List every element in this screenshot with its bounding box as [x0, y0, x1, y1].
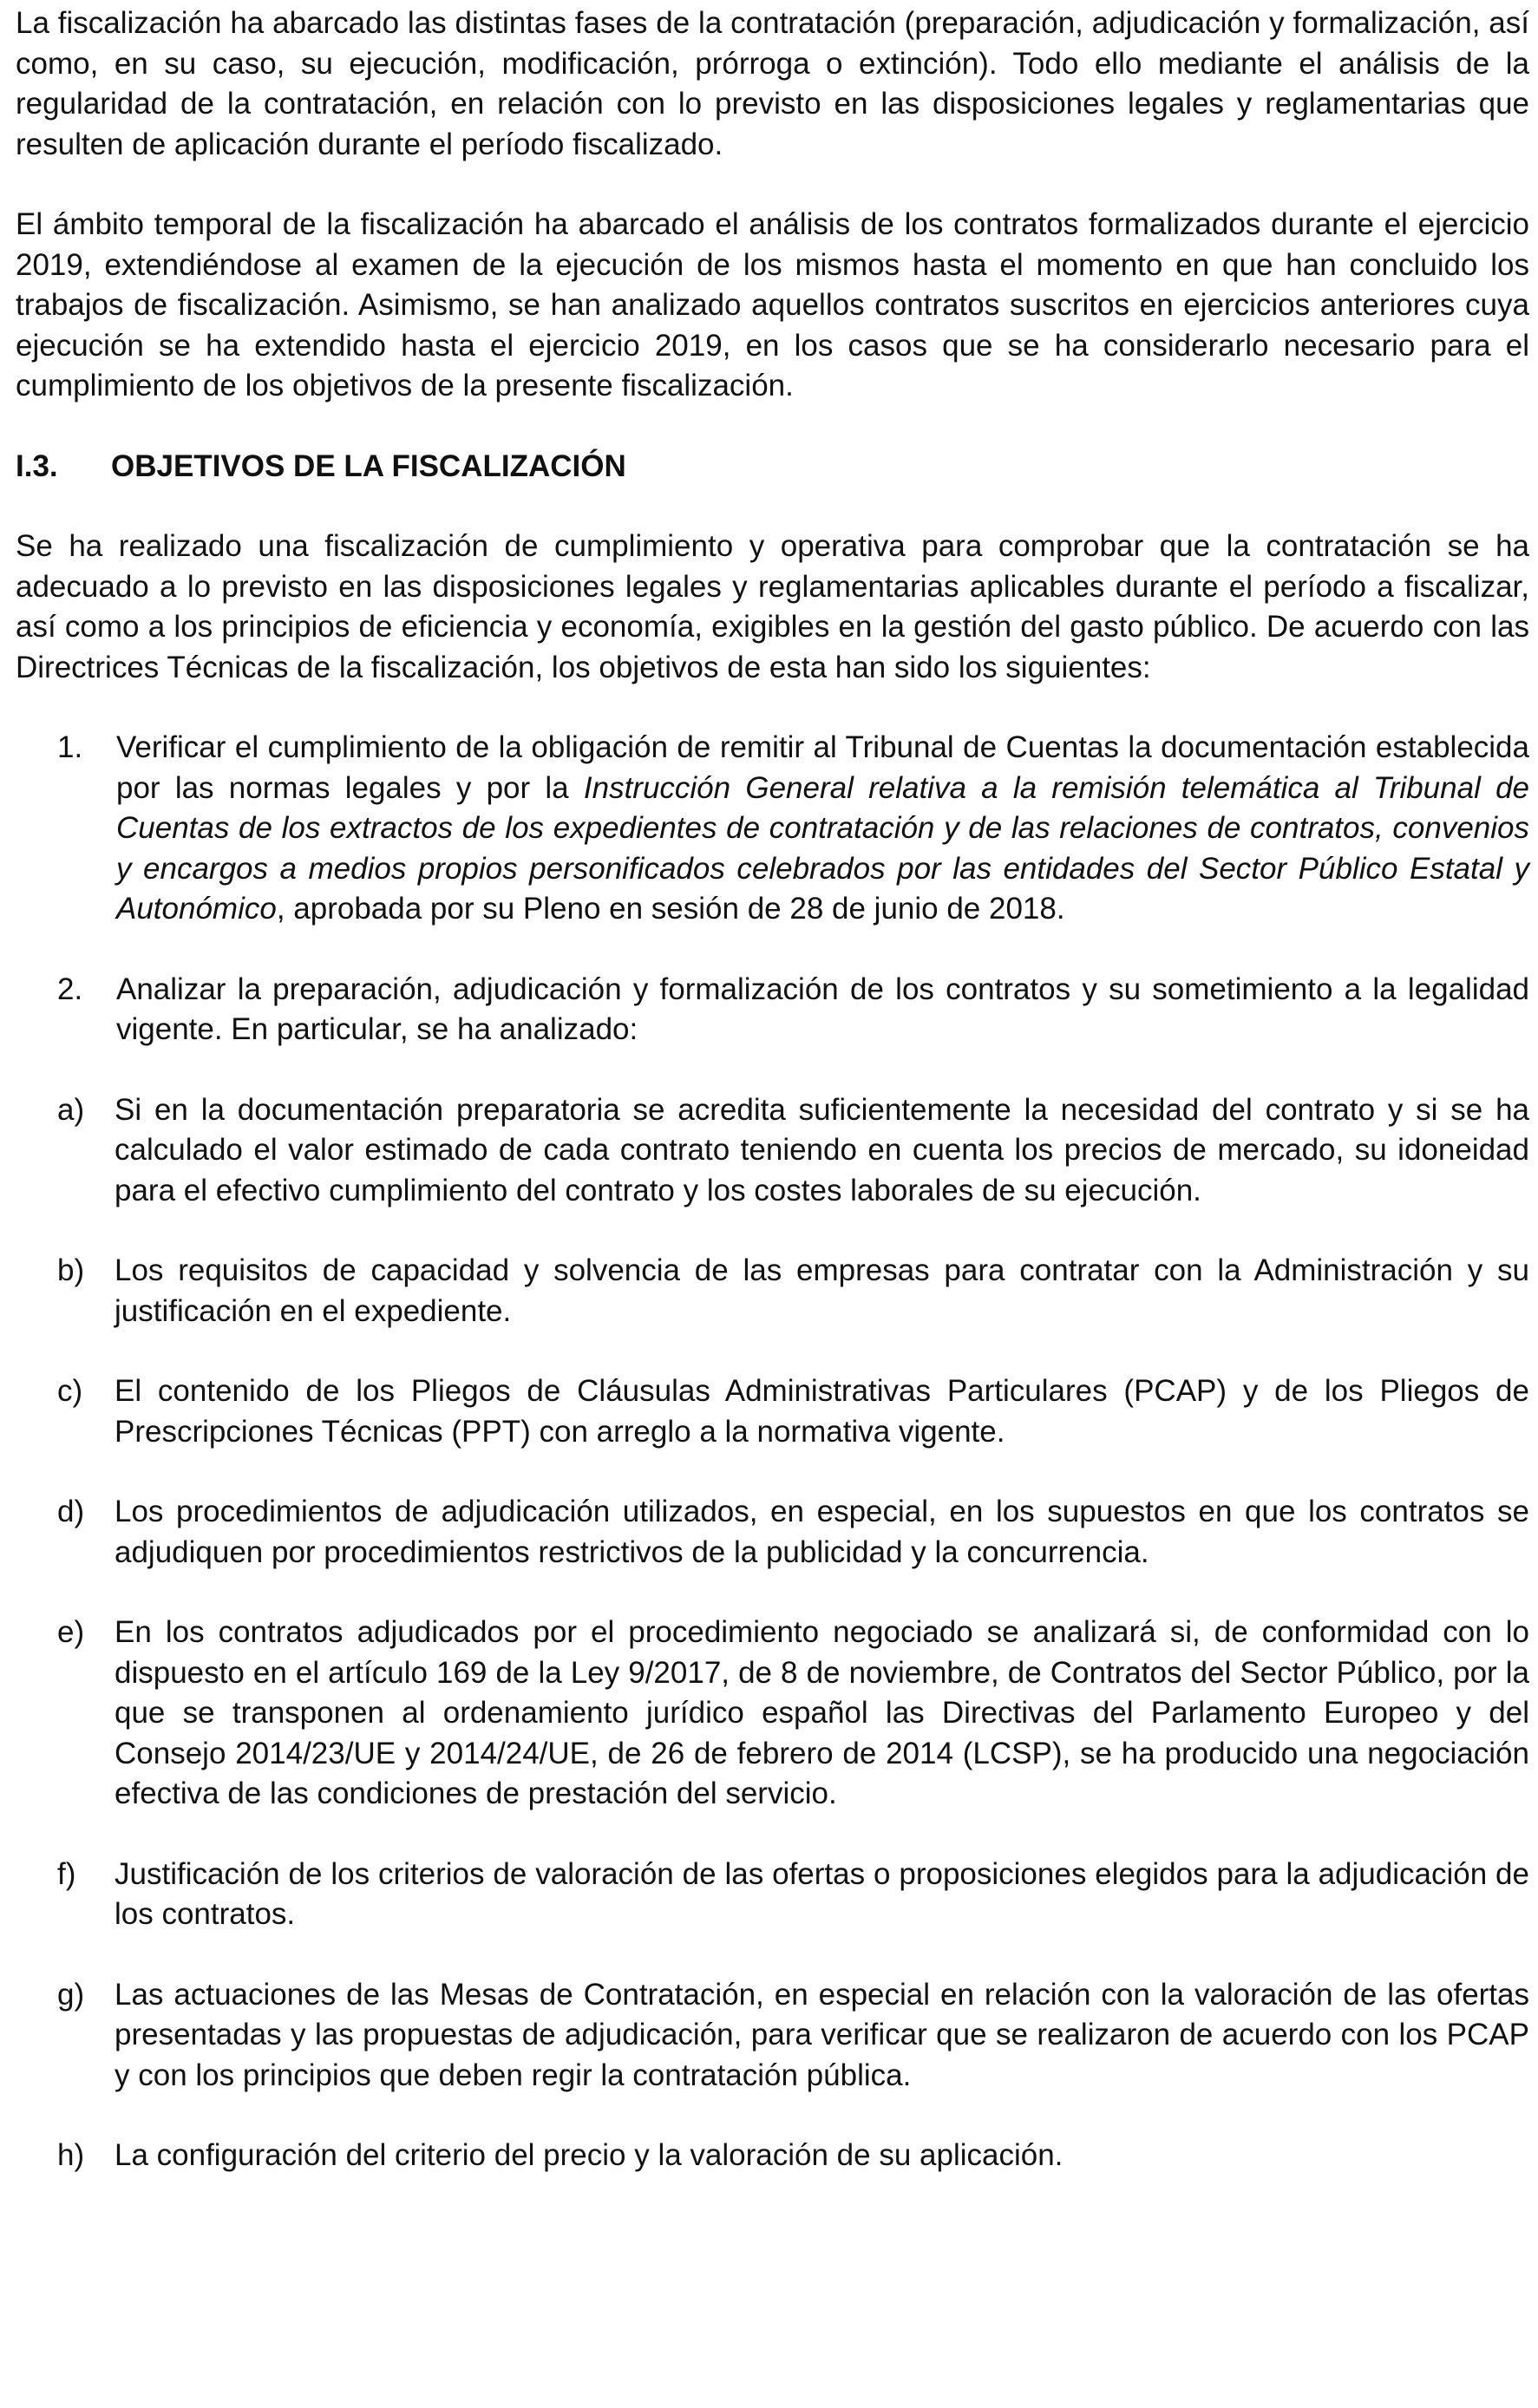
objective-item-1: [57, 728, 1529, 930]
sub-objective-marker: c): [57, 1374, 83, 1408]
objective-marker: 1.: [57, 730, 83, 764]
sub-objectives-list: [16, 1090, 1529, 2176]
sub-objective-c: [57, 1371, 1529, 1452]
sub-objective-text: Justificación de los criterios de valoración de las ofertas o proposiciones elegidos para la adjudicación de los contratos.: [115, 1856, 1529, 1931]
sub-objective-a: [57, 1090, 1529, 1212]
sub-objective-f: [57, 1855, 1529, 1935]
sub-objective-d: [57, 1492, 1529, 1573]
sub-objective-marker: e): [57, 1615, 85, 1649]
sub-objective-text: Si en la documentación preparatoria se acredita suficientemente la necesidad del contrato y si se ha calculado el valor estimado de cada contrato teniendo en cuenta los precios de mercado, su idoneidad para el efectivo cumplimiento del contrato y los costes laborales de su ejecución.: [115, 1092, 1529, 1207]
objective-text: Analizar la preparación, adjudicación y formalización de los contratos y su sometimiento a la legalidad vigente. En particular, se ha analizado:: [116, 972, 1529, 1046]
sub-objective-text: El contenido de los Pliegos de Cláusulas Administrativas Particulares (PCAP) y de los Pliegos de Prescripciones Técnicas (PPT) con arreglo a la normativa vigente.: [115, 1374, 1529, 1449]
sub-objective-e: [57, 1613, 1529, 1815]
sub-objective-h: [57, 2136, 1529, 2176]
paragraph-scope: La fiscalización ha abarcado las distintas fases de la contratación (preparación, adjudicación y formalización, así como, en su caso, su ejecución, modificación, prórroga o extinción). Todo ello mediante el análisis de la regularidad de la contratación, en relación con lo previsto en las disposiciones legales y reglamentarias que resulten de aplicación durante el período fiscalizado.: [16, 6, 1529, 161]
sub-objective-g: [57, 1975, 1529, 2097]
instruction-title-italic: Instrucción General relativa a la remisión telemática al Tribunal de Cuentas de los extractos de los expedientes de contratación y de las relaciones de contratos, convenios y encargos a medios propios personificados celebrados por las entidades del Sector Público Estatal y Autonómico: [116, 770, 1530, 926]
objective-text-after: , aprobada por su Pleno en sesión de 28 de junio de 2018.: [276, 892, 1065, 926]
objective-marker: 2.: [57, 972, 83, 1006]
sub-objective-b: [57, 1251, 1529, 1332]
section-heading: [16, 447, 1529, 487]
document-page: [16, 0, 1529, 2176]
sub-objective-marker: f): [57, 1856, 76, 1891]
sub-objective-marker: h): [57, 2138, 85, 2172]
sub-objective-text: En los contratos adjudicados por el procedimiento negociado se analizará si, de conformidad con lo dispuesto en el artículo 169 de la Ley 9/2017, de 8 de noviembre, de Contratos del Sector Público, por la que se transponen al ordenamiento jurídico español las Directivas del Parlamento Europeo y del Consejo 2014/23/UE y 2014/24/UE, de 26 de febrero de 2014 (LCSP), se ha producido una negociación efectiva de las condiciones de prestación del servicio.: [115, 1615, 1529, 1810]
objective-text: [116, 728, 1529, 930]
sub-objective-text: Los requisitos de capacidad y solvencia de las empresas para contratar con la Administración y su justificación en el expediente.: [115, 1253, 1529, 1328]
section-title: OBJETIVOS DE LA FISCALIZACIÓN: [111, 448, 626, 483]
sub-objective-text: La configuración del criterio del precio y la valoración de su aplicación.: [115, 2138, 1064, 2172]
sub-objective-text: Las actuaciones de las Mesas de Contratación, en especial en relación con la valoración de las ofertas presentadas y las propuestas de adjudicación, para verificar que se realizaron de acuerdo con los PCAP y con los principios que deben regir la contratación pública.: [115, 1977, 1529, 2092]
paragraph-objectives-intro: Se ha realizado una fiscalización de cumplimiento y operativa para comprobar que la contratación se ha adecuado a lo previsto en las disposiciones legales y reglamentarias aplicables durante el período a fiscalizar, así como a los principios de eficiencia y economía, exigibles en la gestión del gasto público. De acuerdo con las Directrices Técnicas de la fiscalización, los objetivos de esta han sido los siguientes:: [16, 529, 1529, 684]
sub-objective-marker: d): [57, 1495, 85, 1528]
sub-objective-marker: a): [57, 1092, 85, 1127]
sub-objective-marker: b): [57, 1253, 85, 1287]
paragraph-temporal-scope: El ámbito temporal de la fiscalización ha abarcado el análisis de los contratos formalizados durante el ejercicio 2019, extendiéndose al examen de la ejecución de los mismos hasta el momento en que han concluido los trabajos de fiscalización. Asimismo, se han analizado aquellos contratos suscritos en ejercicios anteriores cuya ejecución se ha extendido hasta el ejercicio 2019, en los casos que se ha considerarlo necesario para el cumplimiento de los objetivos de la presente fiscalización.: [16, 207, 1529, 402]
sub-objective-text: Los procedimientos de adjudicación utilizados, en especial, en los supuestos en que los contratos se adjudiquen por procedimientos restrictivos de la publicidad y la concurrencia.: [115, 1495, 1529, 1569]
objective-text-before: Verificar el cumplimiento de la obligación de remitir al Tribunal de Cuentas la documentación establecida por las normas legales y por la: [116, 730, 1529, 805]
sub-objective-marker: g): [57, 1977, 85, 2012]
objective-item-2: [57, 970, 1529, 1050]
section-number: I.3.: [16, 448, 58, 483]
